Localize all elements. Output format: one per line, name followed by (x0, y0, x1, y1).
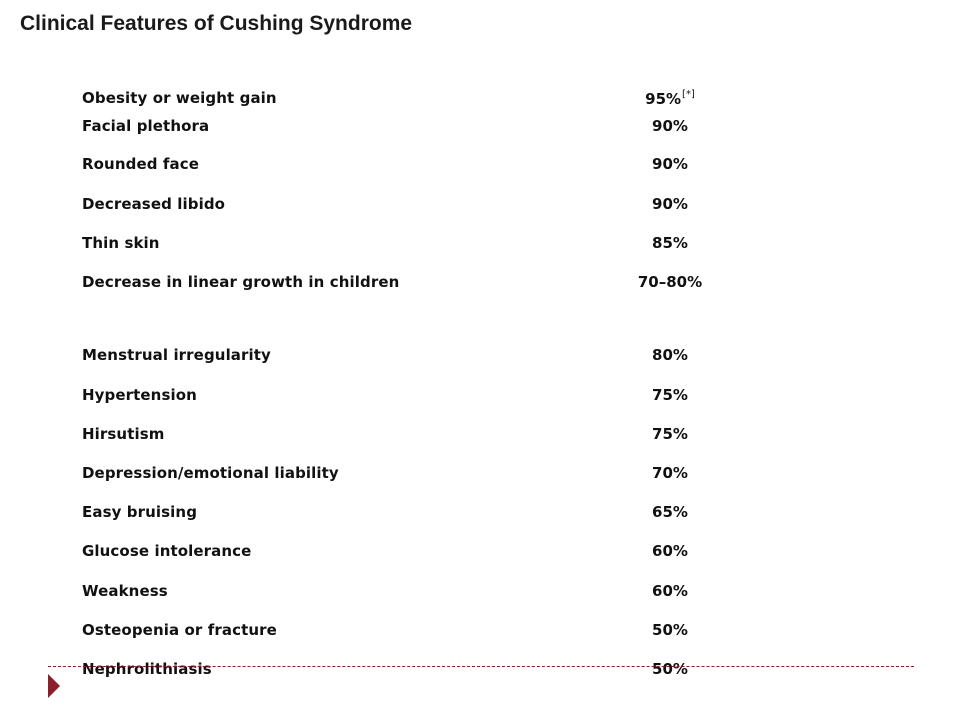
feature-row (0, 195, 960, 219)
feature-percent: 80% (652, 346, 688, 364)
footnote-marker: [*] (682, 89, 695, 100)
feature-name: Weakness (82, 582, 168, 600)
feature-name: Menstrual irregularity (82, 346, 271, 364)
feature-row (0, 89, 960, 113)
feature-row (0, 273, 960, 297)
feature-percent: 75% (652, 386, 688, 404)
feature-name: Glucose intolerance (82, 542, 252, 560)
feature-row (0, 582, 960, 606)
feature-name: Nephrolithiasis (82, 660, 212, 678)
feature-row (0, 155, 960, 179)
feature-percent (606, 89, 734, 108)
feature-row (0, 621, 960, 645)
feature-row (0, 464, 960, 488)
feature-row (0, 425, 960, 449)
feature-row (0, 117, 960, 141)
feature-percent: 85% (652, 234, 688, 252)
feature-name: Easy bruising (82, 503, 198, 521)
feature-percent: 65% (652, 503, 688, 521)
feature-percent: 70–80% (637, 273, 703, 291)
feature-percent: 90% (652, 117, 688, 135)
feature-name: Facial plethora (82, 117, 210, 135)
percent-value: 95% (645, 90, 682, 108)
feature-row (0, 386, 960, 410)
feature-name: Thin skin (82, 234, 160, 252)
feature-name: Depression/emotional liability (82, 464, 339, 482)
feature-row (0, 542, 960, 566)
feature-name: Hirsutism (82, 425, 165, 443)
feature-percent: 90% (652, 195, 688, 213)
feature-name: Rounded face (82, 155, 199, 173)
feature-name: Decrease in linear growth in children (82, 273, 400, 291)
feature-percent: 50% (652, 621, 688, 639)
feature-percent: 70% (652, 464, 688, 482)
feature-row (0, 234, 960, 258)
slide-title: Clinical Features of Cushing Syndrome (20, 12, 413, 35)
feature-percent: 60% (652, 582, 688, 600)
triangle-marker-icon (48, 674, 60, 698)
feature-row (0, 503, 960, 527)
feature-percent: 90% (652, 155, 688, 173)
feature-percent: 60% (652, 542, 688, 560)
feature-name: Osteopenia or fracture (82, 621, 277, 639)
feature-row (0, 660, 960, 684)
feature-name: Obesity or weight gain (82, 89, 277, 107)
feature-name: Decreased libido (82, 195, 226, 213)
feature-percent: 50% (652, 660, 688, 678)
feature-percent: 75% (652, 425, 688, 443)
footer-divider (48, 666, 914, 667)
feature-name: Hypertension (82, 386, 197, 404)
feature-row (0, 346, 960, 370)
